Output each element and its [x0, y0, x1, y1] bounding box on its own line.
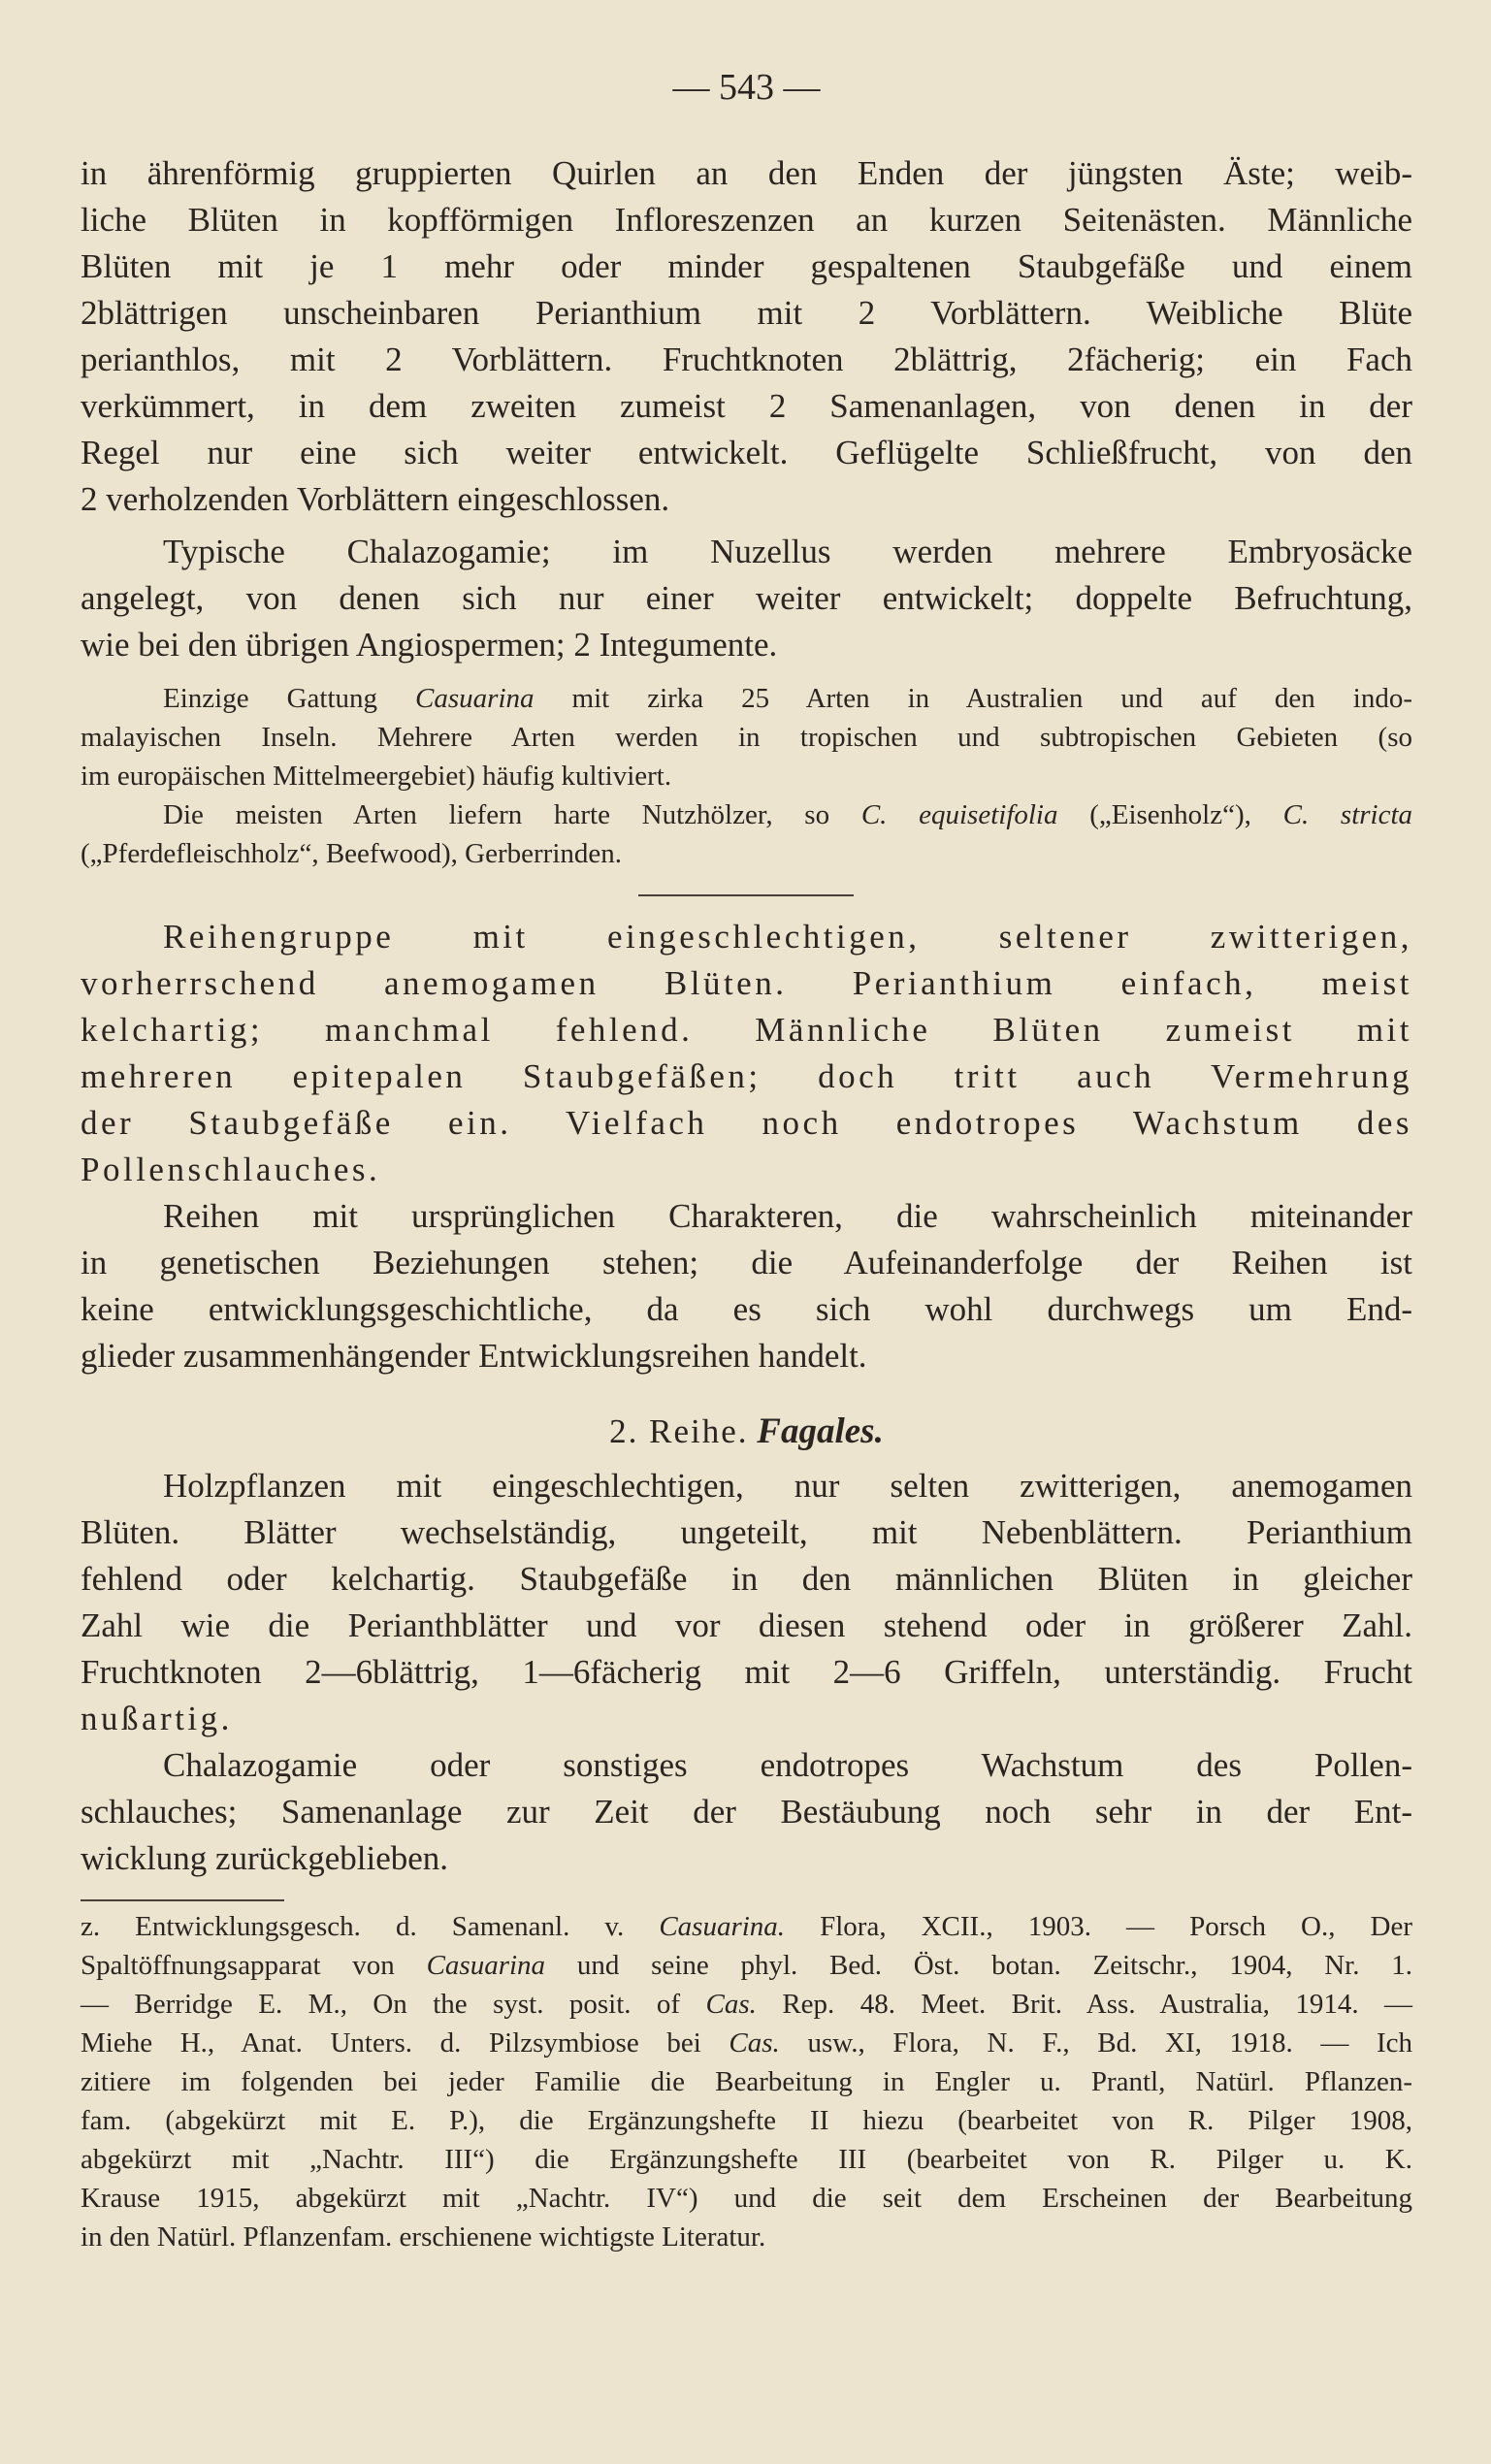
text-line: Blüten mit je 1 mehr oder minder gespaltenen Staubgefäße und einem	[81, 247, 1412, 285]
text-line: glieder zusammenhängender Entwicklungsreihen handelt.	[81, 1337, 867, 1375]
text-line: nußartig.	[81, 1700, 233, 1737]
text-line: liche Blüten in kopfförmigen Infloreszenzen an kurzen Seitenästen. Männliche	[81, 201, 1412, 239]
text-line: z. Entwicklungsgesch. d. Samenanl. v. Casuarina. Flora, XCII., 1903. — Porsch O., Der	[81, 1911, 1413, 1942]
text-line: Reihengruppe mit eingeschlechtigen, seltener zwitterigen,	[163, 918, 1412, 956]
text-line: Pollenschlauches.	[81, 1151, 381, 1188]
text-line: in den Natürl. Pflanzenfam. erschienene wichtigste Literatur.	[81, 2221, 766, 2253]
page-number: — 543 —	[672, 67, 821, 108]
section-heading	[81, 1409, 1412, 1455]
heading-title: Fagales.	[757, 1411, 884, 1451]
text-line: perianthlos, mit 2 Vorblättern. Fruchtknoten 2blättrig, 2fächerig; ein Fach	[81, 340, 1412, 378]
text-line: fehlend oder kelchartig. Staubgefäße in den männlichen Blüten in gleicher	[81, 1560, 1412, 1598]
text-line: — Berridge E. M., On the syst. posit. of Cas. Rep. 48. Meet. Brit. Ass. Australia, 1914. —	[81, 1989, 1413, 2020]
section-divider	[638, 894, 854, 896]
text-line: verkümmert, in dem zweiten zumeist 2 Samenanlagen, von denen in der	[81, 387, 1412, 425]
text-line: Die meisten Arten liefern harte Nutzhölzer, so C. equisetifolia („Eisenholz“), C. stricta	[163, 799, 1413, 830]
text-line: kelchartig; manchmal fehlend. Männliche Blüten zumeist mit	[81, 1011, 1412, 1049]
text-line: Spaltöffnungsapparat von Casuarina und seine phyl. Bed. Öst. botan. Zeitschr., 1904, Nr. 1.	[81, 1950, 1413, 1981]
text-line: zitiere im folgenden bei jeder Familie die Bearbeitung in Engler u. Prantl, Natürl. Pflanzen-	[81, 2066, 1412, 2097]
text-line: Krause 1915, abgekürzt mit „Nachtr. IV“) und die seit dem Erscheinen der Bearbeitung	[81, 2183, 1412, 2214]
heading-number: 2. Reihe.	[609, 1412, 749, 1450]
text-line: wicklung zurückgeblieben.	[81, 1839, 449, 1877]
text-line: schlauches; Samenanlage zur Zeit der Bestäubung noch sehr in der Ent-	[81, 1793, 1412, 1831]
text-line: Reihen mit ursprünglichen Charakteren, die wahrscheinlich miteinander	[163, 1197, 1412, 1235]
text-line: in ährenförmig gruppierten Quirlen an den Enden der jüngsten Äste; weib-	[81, 154, 1412, 192]
text-line: („Pferdefleischholz“, Beefwood), Gerberrinden.	[81, 838, 622, 869]
text-line: Chalazogamie oder sonstiges endotropes Wachstum des Pollen-	[163, 1746, 1412, 1784]
text-line: vorherrschend anemogamen Blüten. Perianthium einfach, meist	[81, 964, 1412, 1002]
text-line: 2blättrigen unscheinbaren Perianthium mit 2 Vorblättern. Weibliche Blüte	[81, 294, 1412, 332]
text-line: Miehe H., Anat. Unters. d. Pilzsymbiose bei Cas. usw., Flora, N. F., Bd. XI, 1918. — Ich	[81, 2027, 1413, 2059]
text-line: abgekürzt mit „Nachtr. III“) die Ergänzungshefte III (bearbeitet von R. Pilger u. K.	[81, 2144, 1412, 2175]
text-line: malayischen Inseln. Mehrere Arten werden in tropischen und subtropischen Gebieten (so	[81, 722, 1412, 753]
text-line: Regel nur eine sich weiter entwickelt. Geflügelte Schließfrucht, von den	[81, 434, 1412, 471]
text-line: wie bei den übrigen Angiospermen; 2 Integumente.	[81, 626, 778, 664]
text-line: Typische Chalazogamie; im Nuzellus werden mehrere Embryosäcke	[163, 533, 1412, 570]
text-line: Blüten. Blätter wechselständig, ungeteilt, mit Nebenblättern. Perianthium	[81, 1513, 1412, 1551]
text-line: in genetischen Beziehungen stehen; die Aufeinanderfolge der Reihen ist	[81, 1244, 1412, 1281]
text-line: fam. (abgekürzt mit E. P.), die Ergänzungshefte II hiezu (bearbeitet von R. Pilger 1908,	[81, 2105, 1412, 2136]
text-line: Holzpflanzen mit eingeschlechtigen, nur selten zwitterigen, anemogamen	[163, 1467, 1412, 1505]
text-line: Einzige Gattung Casuarina mit zirka 25 Arten in Australien und auf den indo-	[163, 683, 1413, 714]
text-line: Fruchtknoten 2—6blättrig, 1—6fächerig mit 2—6 Griffeln, unterständig. Frucht	[81, 1653, 1412, 1691]
text-line: mehreren epitepalen Staubgefäßen; doch tritt auch Vermehrung	[81, 1057, 1412, 1095]
text-line: keine entwicklungsgeschichtliche, da es sich wohl durchwegs um End-	[81, 1290, 1412, 1328]
footnote-divider	[81, 1899, 284, 1901]
text-line: angelegt, von denen sich nur einer weiter entwickelt; doppelte Befruchtung,	[81, 579, 1412, 617]
text-line: 2 verholzenden Vorblättern eingeschlossen.	[81, 480, 670, 518]
text-line: Zahl wie die Perianthblätter und vor diesen stehend oder in größerer Zahl.	[81, 1606, 1412, 1644]
text-line: der Staubgefäße ein. Vielfach noch endotropes Wachstum des	[81, 1104, 1412, 1142]
text-line: im europäischen Mittelmeergebiet) häufig kultiviert.	[81, 761, 672, 792]
